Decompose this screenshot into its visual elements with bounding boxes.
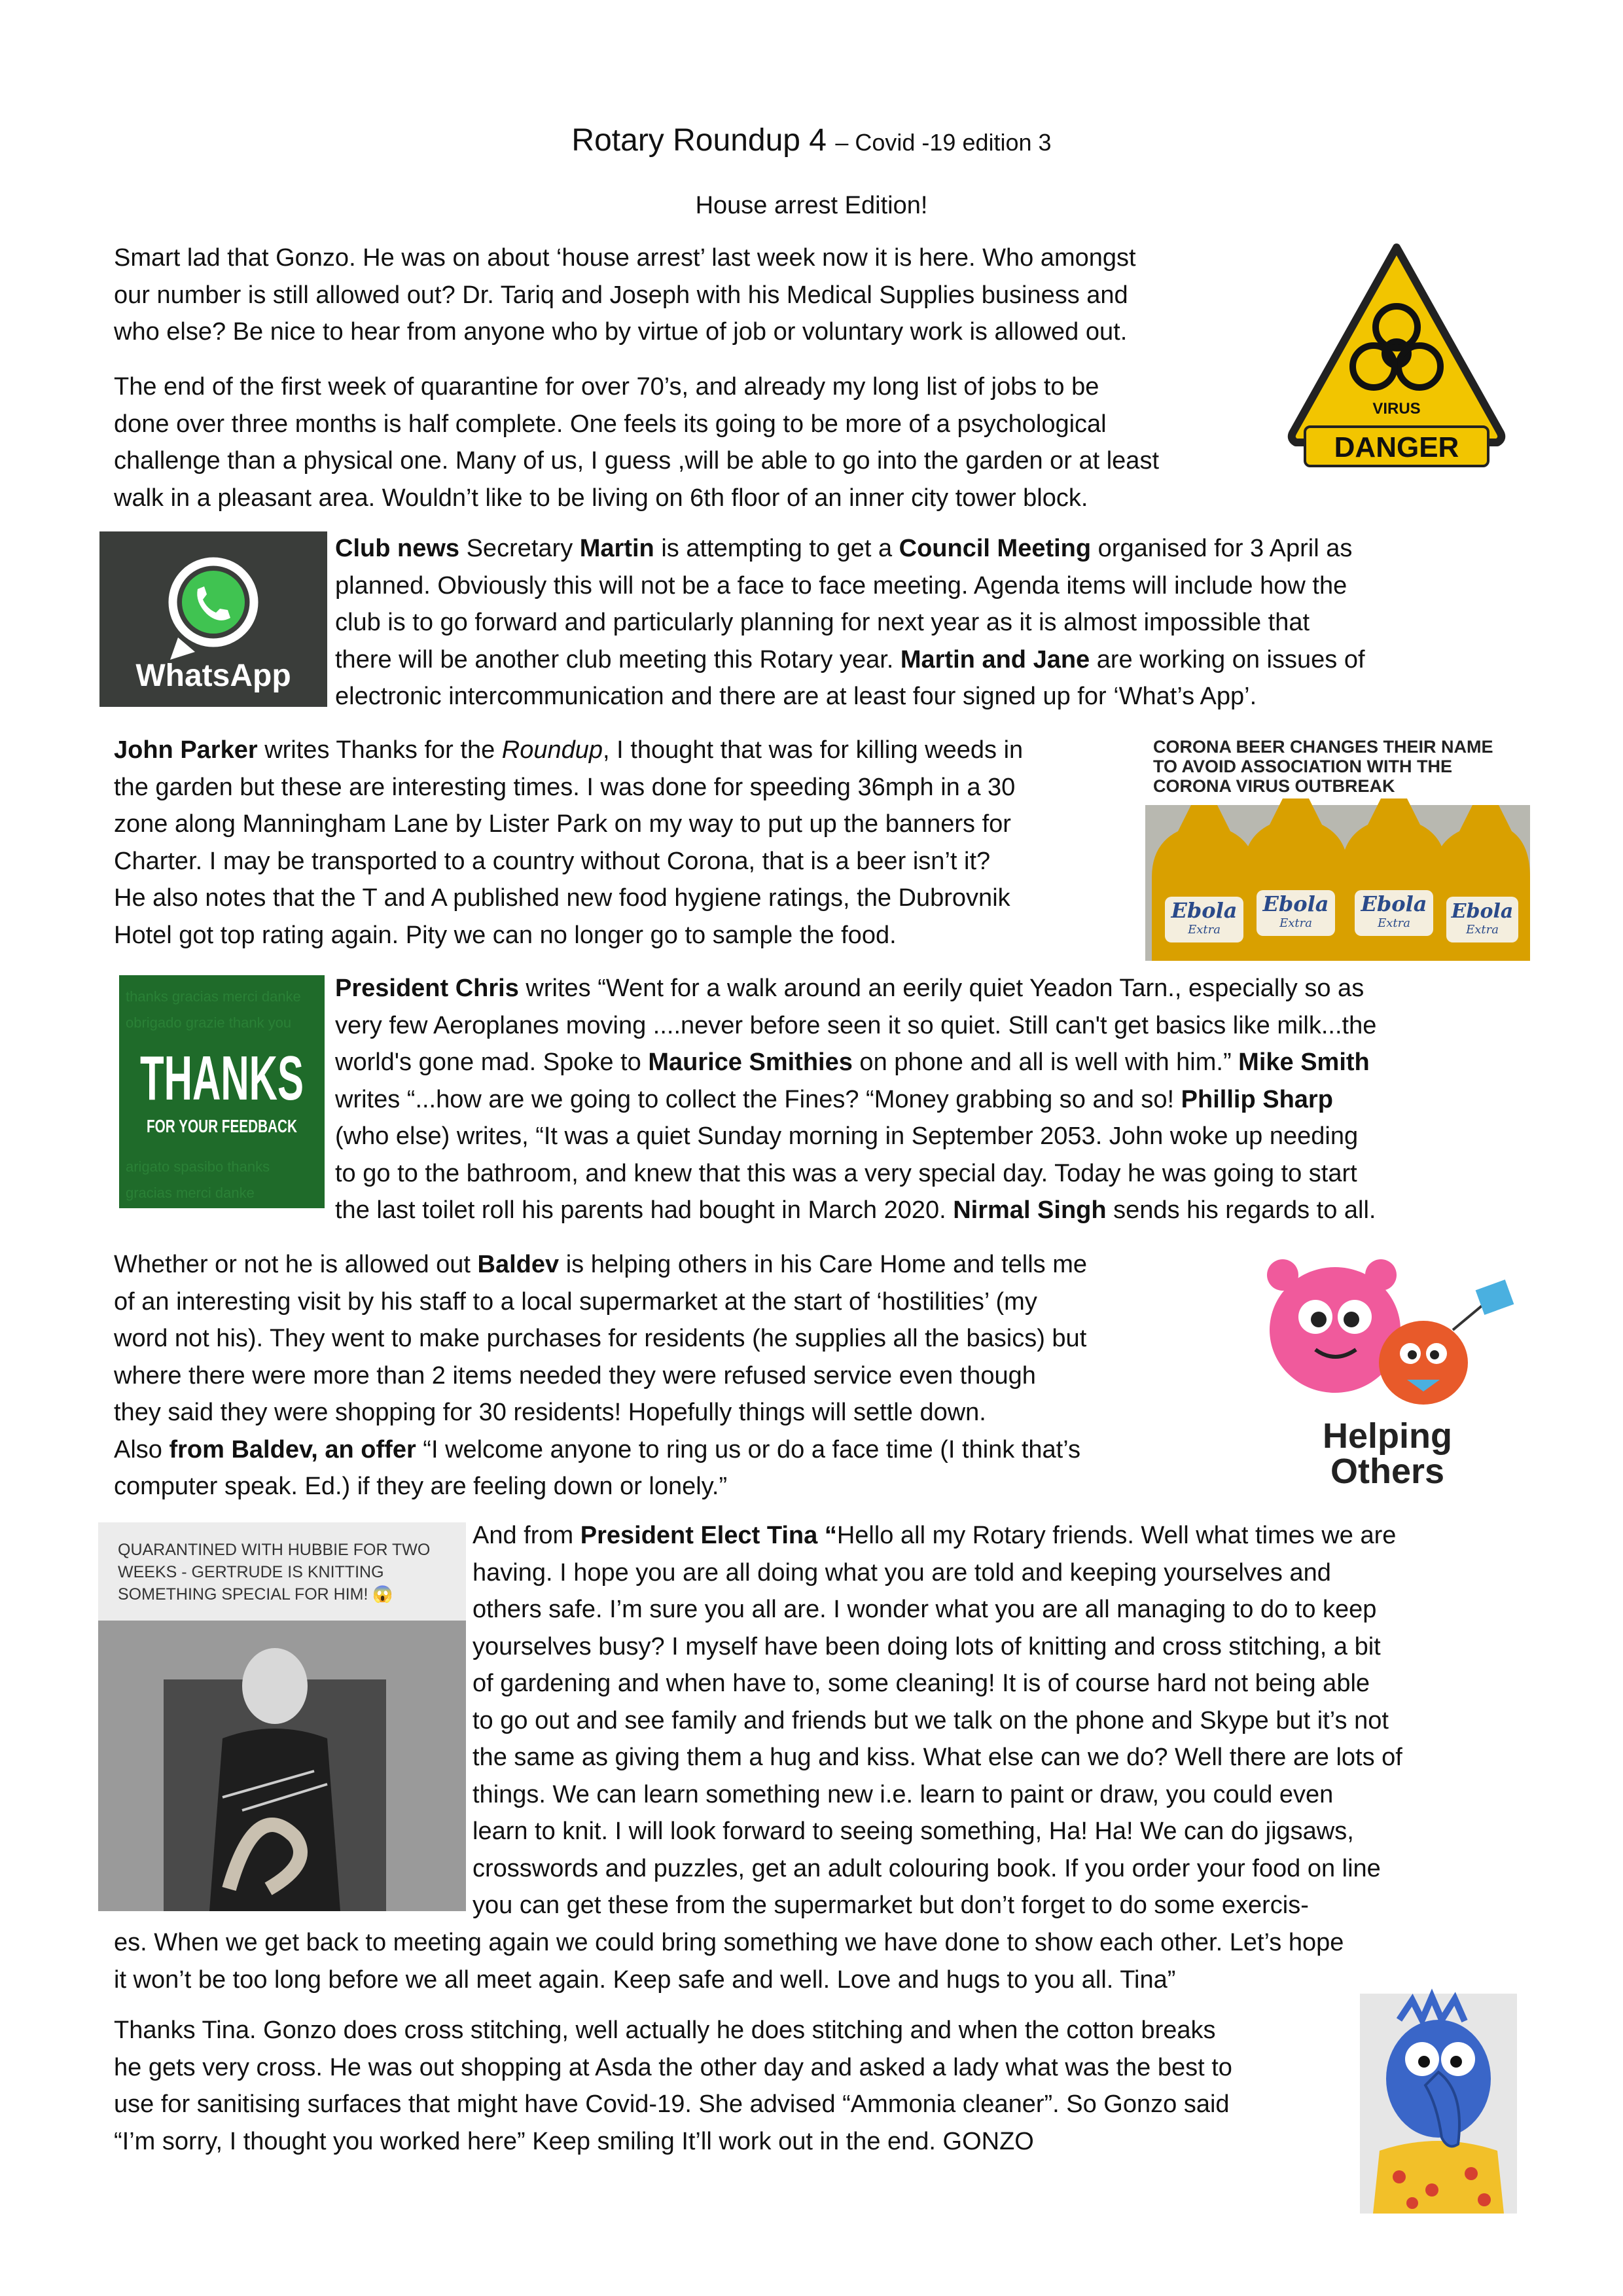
text-line: zone along Manningham Lane by Lister Park on my way to put up the banners for — [114, 810, 1011, 838]
thanks-big-text: THANKS — [140, 1043, 304, 1113]
virus-danger-sign-image — [1288, 242, 1505, 473]
text-line: you can get these from the supermarket but don’t forget to do some exercis- — [473, 1892, 1309, 1919]
thanks-graphic — [119, 975, 325, 1208]
text-line: Whether or not he is allowed out Baldev is helping others in his Care Home and tells me — [114, 1251, 1087, 1278]
thanks-small-text: FOR YOUR FEEDBACK — [147, 1116, 297, 1136]
text-line: word not his). They went to make purchases for residents (he supplies all the basics) but — [114, 1325, 1087, 1352]
baldev-paragraph — [114, 1246, 1087, 1505]
text-line: challenge than a physical one. Many of us, I guess ,will be able to go into the garden or at least — [114, 447, 1160, 475]
text-line: the last toilet roll his parents had bought in March 2020. Nirmal Singh sends his regards to all. — [335, 1196, 1376, 1224]
text-line: club is to go forward and particularly planning for next year as it is almost impossible that — [335, 609, 1310, 636]
text-line: Thanks Tina. Gonzo does cross stitching, well actually he does stitching and when the cotton breaks — [114, 2017, 1216, 2044]
helping-others-monsters-icon — [1243, 1251, 1531, 1491]
knitting-caption-line-1: QUARANTINED WITH HUBBIE FOR TWO — [118, 1541, 431, 1559]
text-line: Also from Baldev, an offer “I welcome anyone to ring us or do a face time (I think that’s — [114, 1435, 1080, 1463]
text-line: the same as giving them a hug and kiss. What else can we do? Well there are lots of — [473, 1744, 1402, 1771]
text-line: “I’m sorry, I thought you worked here” Keep smiling It’ll work out in the end. GONZO — [114, 2127, 1034, 2155]
whatsapp-label: WhatsApp — [135, 658, 291, 693]
helping-line-2: Others — [1330, 1452, 1445, 1491]
text-line: computer speak. Ed.) if they are feeling down or lonely.” — [114, 1473, 728, 1500]
text-line: The end of the first week of quarantine for over 70’s, and already my long list of jobs to be — [114, 373, 1099, 401]
text-line: others safe. I’m sure you all are. I wonder what you are all managing to do to keep — [473, 1596, 1377, 1623]
tina-paragraph — [473, 1517, 1402, 1924]
svg-text:arigato spasibo thanks: arigato spasibo thanks — [126, 1158, 270, 1175]
gonzo-puppet-icon — [1360, 1994, 1517, 2214]
club-news-paragraph — [335, 530, 1365, 715]
text-line: planned. Obviously this will not be a face to face meeting. Agenda items will include how the — [335, 571, 1347, 600]
bottle-label-2: Ebola — [1262, 891, 1329, 916]
text-line: crosswords and puzzles, get an adult colouring book. If you order your food on line — [473, 1854, 1381, 1882]
text-line: things. We can learn something new i.e. learn to paint or draw, you could even — [473, 1780, 1334, 1808]
page-title — [0, 118, 1623, 166]
text-line: yourselves busy? I myself have been doing lots of knitting and cross stitching, a bit — [473, 1632, 1381, 1660]
text-line: walk in a pleasant area. Wouldn’t like to be living on 6th floor of an inner city tower block. — [114, 484, 1088, 512]
helping-others-image — [1243, 1251, 1531, 1491]
svg-text:obrigado grazie thank you: obrigado grazie thank you — [126, 1014, 292, 1031]
intro-paragraph-2 — [114, 368, 1159, 516]
text-line: there will be another club meeting this Rotary year. Martin and Jane are working on issues of — [335, 645, 1365, 673]
text-line: where there were more than 2 items needed they were refused service even though — [114, 1361, 1036, 1390]
text-line: use for sanitising surfaces that might have Covid-19. She advised “Ammonia cleaner”. So Gonzo said — [114, 2090, 1230, 2118]
text-line: He also notes that the T and A published new food hygiene ratings, the Dubrovnik — [114, 884, 1010, 912]
text-line: es. When we get back to meeting again we could bring something we have done to show each other. Let’s hope — [114, 1929, 1344, 1956]
bottle-sub-2: Extra — [1279, 916, 1312, 930]
danger-sign-bottom-label: DANGER — [1334, 431, 1459, 463]
biohazard-icon — [1288, 242, 1505, 473]
text-line: learn to knit. I will look forward to seeing something, Ha! Ha! We can do jigsaws, — [473, 1818, 1354, 1845]
text-line: world's gone mad. Spoke to Maurice Smithies on phone and all is well with him.” Mike Smith — [335, 1049, 1370, 1076]
text-line: to go out and see family and friends but we talk on the phone and Skype but it’s not — [473, 1706, 1389, 1734]
bottle-label-3: Ebola — [1361, 891, 1427, 916]
danger-sign-top-label: VIRUS — [1372, 400, 1421, 418]
helping-line-1: Helping — [1323, 1416, 1452, 1456]
text-line: electronic intercommunication and there are at least four signed up for ‘What’s App’. — [335, 683, 1257, 710]
bottle-sub-3: Extra — [1378, 916, 1410, 930]
knitting-photo — [98, 1522, 466, 1911]
knitting-grandma-image — [98, 1522, 466, 1911]
whatsapp-logo-image — [99, 531, 327, 707]
intro-paragraph-1 — [114, 240, 1136, 351]
john-parker-paragraph — [114, 732, 1023, 954]
text-line: it won’t be too long before we all meet again. Keep safe and well. Love and hugs to you all. Tina” — [114, 1965, 1176, 1994]
text-line: Hotel got top rating again. Pity we can no longer go to sample the food. — [114, 921, 897, 949]
text-line: John Parker writes Thanks for the Roundup, I thought that was for killing weeds in — [114, 736, 1024, 764]
corona-caption-line-1: CORONA BEER CHANGES THEIR NAME — [1153, 737, 1493, 757]
text-line: Charter. I may be transported to a country without Corona, that is a beer isn’t it? — [114, 847, 991, 875]
tina-paragraph-continued — [114, 1924, 1344, 1998]
text-line: having. I hope you are all doing what you are told and keeping yourselves and — [473, 1558, 1331, 1587]
text-line: our number is still allowed out? Dr. Tariq and Joseph with his Medical Supplies business and — [114, 281, 1128, 309]
text-line: Smart lad that Gonzo. He was on about ‘house arrest’ last week now it is here. Who amongst — [114, 244, 1136, 272]
text-line: President Chris writes “Went for a walk around an eerily quiet Yeadon Tarn., especially so as — [335, 975, 1364, 1002]
text-line: Club news Secretary Martin is attempting to get a Council Meeting organised for 3 April as — [335, 535, 1353, 562]
corona-caption-line-3: CORONA VIRUS OUTBREAK — [1153, 776, 1395, 796]
corona-beer-image — [1145, 733, 1530, 961]
corona-caption-line-2: TO AVOID ASSOCIATION WITH THE — [1153, 757, 1452, 776]
gonzo-image — [1360, 1994, 1517, 2214]
text-line: very few Aeroplanes moving ....never before seen it so quiet. Still can't get basics like milk...the — [335, 1011, 1377, 1039]
text-line: who else? Be nice to hear from anyone who by virtue of job or voluntary work is allowed out. — [114, 318, 1128, 346]
thanks-feedback-image — [119, 975, 325, 1208]
bottle-label-1: Ebola — [1171, 898, 1238, 923]
knitting-caption-line-2: WEEKS - GERTRUDE IS KNITTING — [118, 1563, 384, 1581]
title-text: Rotary Roundup 4 — [571, 123, 827, 158]
text-line: of gardening and when have to, some cleaning! It is of course hard not being able — [473, 1670, 1370, 1697]
bottle-label-4: Ebola — [1451, 900, 1514, 923]
text-line: the garden but these are interesting times. I was done for speeding 36mph in a 30 — [114, 773, 1016, 801]
text-line: (who else) writes, “It was a quiet Sunday morning in September 2053. John woke up needing — [335, 1122, 1359, 1150]
text-line: he gets very cross. He was out shopping at Asda the other day and asked a lady what was the best to — [114, 2053, 1232, 2081]
text-line: to go to the bathroom, and knew that this was a very special day. Today he was going to start — [335, 1159, 1357, 1187]
whatsapp-icon — [99, 531, 327, 707]
text-line: done over three months is half complete. One feels its going to be more of a psychological — [114, 410, 1107, 438]
svg-text:gracias merci danke: gracias merci danke — [126, 1185, 255, 1201]
president-chris-paragraph — [335, 970, 1376, 1229]
text-line: of an interesting visit by his staff to a local supermarket at the start of ‘hostilities’ (my — [114, 1287, 1037, 1316]
closing-paragraph — [114, 2012, 1232, 2160]
bottle-sub-4: Extra — [1466, 923, 1499, 937]
svg-text:thanks gracias merci danke: thanks gracias merci danke — [126, 988, 301, 1005]
beer-bottles-icon — [1145, 733, 1530, 961]
bottle-sub-1: Extra — [1188, 923, 1221, 937]
text-line: writes “...how are we going to collect the Fines? “Money grabbing so and so! Phillip Sharp — [335, 1085, 1333, 1113]
page-subtitle: House arrest Edition! — [695, 192, 928, 219]
text-line: they said they were shopping for 30 residents! Hopefully things will settle down. — [114, 1399, 986, 1426]
text-line: And from President Elect Tina “Hello all my Rotary friends. Well what times we are — [473, 1522, 1397, 1549]
knitting-caption-line-3: SOMETHING SPECIAL FOR HIM! 😱 — [118, 1585, 393, 1604]
title-suffix: – Covid -19 edition 3 — [835, 129, 1052, 156]
